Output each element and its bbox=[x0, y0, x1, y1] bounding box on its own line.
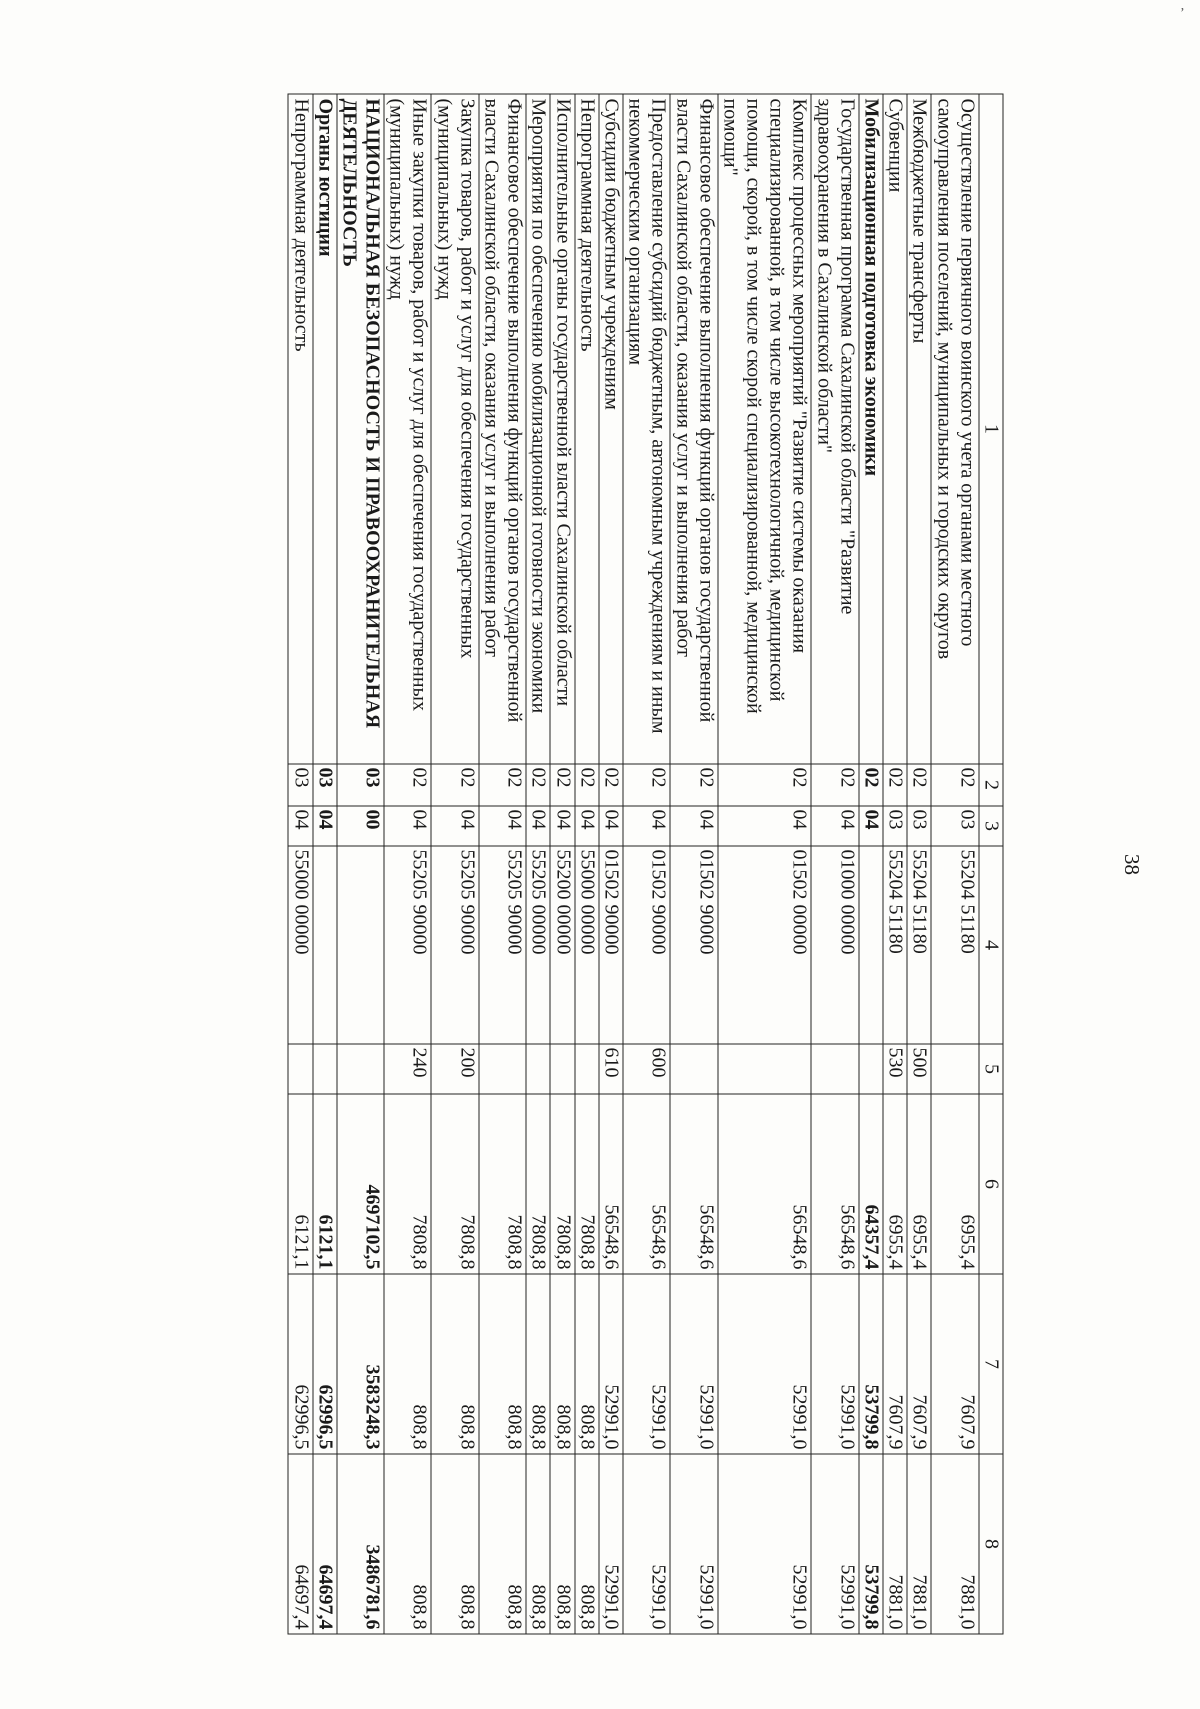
expense-type-cell bbox=[288, 1044, 312, 1094]
row-name-cell: Субвенции bbox=[883, 94, 907, 764]
row-name-cell: Субсидии бюджетным учреждениям bbox=[599, 94, 623, 764]
expense-type-cell: 240 bbox=[384, 1044, 431, 1094]
section-code-cell: 02 bbox=[812, 764, 859, 806]
target-article-cell: 55000 00000 bbox=[288, 846, 312, 1044]
amount-cell: 52991,0 bbox=[670, 1454, 717, 1634]
amount-cell: 808,8 bbox=[575, 1274, 599, 1454]
rotated-table-container bbox=[77, 94, 1004, 1634]
amount-cell: 52991,0 bbox=[599, 1274, 623, 1454]
amount-cell: 808,8 bbox=[550, 1274, 574, 1454]
amount-cell: 6955,4 bbox=[907, 1094, 931, 1274]
section-code-cell: 02 bbox=[432, 764, 479, 806]
amount-cell: 52991,0 bbox=[718, 1454, 812, 1634]
row-name-cell: НАЦИОНАЛЬНАЯ БЕЗОПАСНОСТЬ И ПРАВООХРАНИТЕЛЬНАЯ ДЕЯТЕЛЬНОСТЬ bbox=[337, 94, 384, 764]
subsection-code-cell: 04 bbox=[670, 806, 717, 846]
section-code-cell: 02 bbox=[479, 764, 526, 806]
table-row bbox=[859, 94, 883, 1634]
header-cell: 5 bbox=[979, 1044, 1003, 1094]
amount-cell: 52991,0 bbox=[812, 1454, 859, 1634]
amount-cell: 7808,8 bbox=[575, 1094, 599, 1274]
table-row bbox=[718, 94, 812, 1634]
amount-cell: 56548,6 bbox=[623, 1094, 670, 1274]
target-article-cell bbox=[313, 846, 337, 1044]
section-code-cell: 02 bbox=[859, 764, 883, 806]
section-code-cell: 02 bbox=[526, 764, 550, 806]
table-row bbox=[599, 94, 623, 1634]
target-article-cell: 55205 90000 bbox=[432, 846, 479, 1044]
section-code-cell: 02 bbox=[931, 764, 978, 806]
amount-cell: 7607,9 bbox=[883, 1274, 907, 1454]
target-article-cell: 55205 90000 bbox=[479, 846, 526, 1044]
table-row bbox=[812, 94, 859, 1634]
amount-cell: 52991,0 bbox=[623, 1274, 670, 1454]
table-row bbox=[288, 94, 312, 1634]
target-article-cell: 55204 51180 bbox=[907, 846, 931, 1044]
header-cell: 3 bbox=[979, 806, 1003, 846]
corner-mark: ’ bbox=[1180, 6, 1185, 21]
target-article-cell: 55204 51180 bbox=[931, 846, 978, 1044]
section-code-cell: 02 bbox=[907, 764, 931, 806]
amount-cell: 808,8 bbox=[479, 1274, 526, 1454]
target-article-cell: 55204 51180 bbox=[883, 846, 907, 1044]
subsection-code-cell: 03 bbox=[931, 806, 978, 846]
row-name-cell: Государственная программа Сахалинской области "Развитие здравоохранения в Сахалинской области" bbox=[812, 94, 859, 764]
subsection-code-cell: 03 bbox=[883, 806, 907, 846]
subsection-code-cell: 03 bbox=[907, 806, 931, 846]
amount-cell: 7808,8 bbox=[479, 1094, 526, 1274]
row-name-cell: Комплекс процессных мероприятий "Развитие системы оказания специализированной, в том числе высокотехнологичной, медицинской помощи, скорой, в том числе скорой специализированной, медицинской помощи" bbox=[718, 94, 812, 764]
amount-cell: 4697102,5 bbox=[337, 1094, 384, 1274]
amount-cell: 62996,5 bbox=[313, 1274, 337, 1454]
amount-cell: 56548,6 bbox=[599, 1094, 623, 1274]
row-name-cell: Финансовое обеспечение выполнения функций органов государственной власти Сахалинской области, оказания услуг и выполнения работ bbox=[479, 94, 526, 764]
row-name-cell: Мероприятия по обеспечению мобилизационной готовности экономики bbox=[526, 94, 550, 764]
section-code-cell: 02 bbox=[575, 764, 599, 806]
header-cell: 4 bbox=[979, 846, 1003, 1044]
target-article-cell: 01502 90000 bbox=[623, 846, 670, 1044]
amount-cell: 64697,4 bbox=[288, 1454, 312, 1634]
amount-cell: 53799,8 bbox=[859, 1274, 883, 1454]
subsection-code-cell: 04 bbox=[479, 806, 526, 846]
amount-cell: 6955,4 bbox=[931, 1094, 978, 1274]
table-row bbox=[337, 94, 384, 1634]
row-name-cell: Мобилизационная подготовка экономики bbox=[859, 94, 883, 764]
amount-cell: 7607,9 bbox=[907, 1274, 931, 1454]
table-body bbox=[288, 94, 978, 1634]
amount-cell: 808,8 bbox=[432, 1274, 479, 1454]
amount-cell: 56548,6 bbox=[670, 1094, 717, 1274]
amount-cell: 808,8 bbox=[526, 1454, 550, 1634]
section-code-cell: 02 bbox=[599, 764, 623, 806]
row-name-cell: Непрограммная деятельность bbox=[575, 94, 599, 764]
amount-cell: 52991,0 bbox=[670, 1274, 717, 1454]
amount-cell: 808,8 bbox=[526, 1274, 550, 1454]
expense-type-cell: 610 bbox=[599, 1044, 623, 1094]
expense-type-cell: 200 bbox=[432, 1044, 479, 1094]
subsection-code-cell: 04 bbox=[859, 806, 883, 846]
amount-cell: 808,8 bbox=[384, 1454, 431, 1634]
subsection-code-cell: 04 bbox=[599, 806, 623, 846]
expense-type-cell bbox=[575, 1044, 599, 1094]
amount-cell: 3583248,3 bbox=[337, 1274, 384, 1454]
target-article-cell: 55205 90000 bbox=[384, 846, 431, 1044]
expense-type-cell: 530 bbox=[883, 1044, 907, 1094]
table-row bbox=[550, 94, 574, 1634]
table-row bbox=[883, 94, 907, 1634]
amount-cell: 808,8 bbox=[384, 1274, 431, 1454]
expense-type-cell bbox=[550, 1044, 574, 1094]
target-article-cell: 55000 00000 bbox=[575, 846, 599, 1044]
subsection-code-cell: 04 bbox=[550, 806, 574, 846]
expense-type-cell bbox=[812, 1044, 859, 1094]
amount-cell: 7808,8 bbox=[550, 1094, 574, 1274]
target-article-cell: 55200 00000 bbox=[550, 846, 574, 1044]
amount-cell: 7881,0 bbox=[907, 1454, 931, 1634]
amount-cell: 53799,8 bbox=[859, 1454, 883, 1634]
row-name-cell: Органы юстиции bbox=[313, 94, 337, 764]
amount-cell: 3486781,6 bbox=[337, 1454, 384, 1634]
header-cell: 2 bbox=[979, 764, 1003, 806]
table-row bbox=[526, 94, 550, 1634]
row-name-cell: Межбюджетные трансферты bbox=[907, 94, 931, 764]
section-code-cell: 03 bbox=[288, 764, 312, 806]
amount-cell: 808,8 bbox=[479, 1454, 526, 1634]
header-cell: 6 bbox=[979, 1094, 1003, 1274]
subsection-code-cell: 04 bbox=[313, 806, 337, 846]
subsection-code-cell: 04 bbox=[575, 806, 599, 846]
amount-cell: 6955,4 bbox=[883, 1094, 907, 1274]
amount-cell: 56548,6 bbox=[718, 1094, 812, 1274]
amount-cell: 7808,8 bbox=[384, 1094, 431, 1274]
table-row bbox=[907, 94, 931, 1634]
subsection-code-cell: 00 bbox=[337, 806, 384, 846]
section-code-cell: 02 bbox=[623, 764, 670, 806]
amount-cell: 808,8 bbox=[575, 1454, 599, 1634]
target-article-cell: 01000 00000 bbox=[812, 846, 859, 1044]
amount-cell: 7808,8 bbox=[526, 1094, 550, 1274]
amount-cell: 52991,0 bbox=[599, 1454, 623, 1634]
expense-type-cell bbox=[931, 1044, 978, 1094]
subsection-code-cell: 04 bbox=[718, 806, 812, 846]
amount-cell: 64697,4 bbox=[313, 1454, 337, 1634]
expense-type-cell: 500 bbox=[907, 1044, 931, 1094]
amount-cell: 7881,0 bbox=[883, 1454, 907, 1634]
expense-type-cell bbox=[526, 1044, 550, 1094]
subsection-code-cell: 04 bbox=[526, 806, 550, 846]
subsection-code-cell: 04 bbox=[432, 806, 479, 846]
amount-cell: 7607,9 bbox=[931, 1274, 978, 1454]
amount-cell: 6121,1 bbox=[313, 1094, 337, 1274]
expense-type-cell: 600 bbox=[623, 1044, 670, 1094]
amount-cell: 62996,5 bbox=[288, 1274, 312, 1454]
page-number: 38 bbox=[1120, 854, 1144, 875]
row-name-cell: Осуществление первичного воинского учета органами местного самоуправления поселений, муниципальных и городских округов bbox=[931, 94, 978, 764]
subsection-code-cell: 04 bbox=[623, 806, 670, 846]
section-code-cell: 02 bbox=[384, 764, 431, 806]
section-code-cell: 02 bbox=[550, 764, 574, 806]
table-row bbox=[623, 94, 670, 1634]
expense-type-cell bbox=[859, 1044, 883, 1094]
table-row bbox=[931, 94, 978, 1634]
table-row bbox=[313, 94, 337, 1634]
row-name-cell: Финансовое обеспечение выполнения функций органов государственной власти Сахалинской области, оказания услуг и выполнения работ bbox=[670, 94, 717, 764]
target-article-cell bbox=[859, 846, 883, 1044]
target-article-cell: 01502 90000 bbox=[670, 846, 717, 1044]
amount-cell: 808,8 bbox=[550, 1454, 574, 1634]
amount-cell: 56548,6 bbox=[812, 1094, 859, 1274]
table-row bbox=[575, 94, 599, 1634]
budget-table bbox=[288, 94, 1004, 1635]
section-code-cell: 02 bbox=[670, 764, 717, 806]
amount-cell: 6121,1 bbox=[288, 1094, 312, 1274]
target-article-cell bbox=[337, 846, 384, 1044]
table-row bbox=[384, 94, 431, 1634]
expense-type-cell bbox=[337, 1044, 384, 1094]
amount-cell: 52991,0 bbox=[718, 1274, 812, 1454]
table-row bbox=[670, 94, 717, 1634]
expense-type-cell bbox=[670, 1044, 717, 1094]
subsection-code-cell: 04 bbox=[288, 806, 312, 846]
header-cell: 7 bbox=[979, 1274, 1003, 1454]
header-cell: 1 bbox=[979, 94, 1003, 764]
target-article-cell: 01502 90000 bbox=[599, 846, 623, 1044]
section-code-cell: 03 bbox=[337, 764, 384, 806]
expense-type-cell bbox=[718, 1044, 812, 1094]
header-cell: 8 bbox=[979, 1454, 1003, 1634]
amount-cell: 808,8 bbox=[432, 1454, 479, 1634]
section-code-cell: 03 bbox=[313, 764, 337, 806]
row-name-cell: Исполнительные органы государственной власти Сахалинской области bbox=[550, 94, 574, 764]
section-code-cell: 02 bbox=[718, 764, 812, 806]
amount-cell: 52991,0 bbox=[812, 1274, 859, 1454]
expense-type-cell bbox=[479, 1044, 526, 1094]
amount-cell: 7881,0 bbox=[931, 1454, 978, 1634]
expense-type-cell bbox=[313, 1044, 337, 1094]
row-name-cell: Закупка товаров, работ и услуг для обеспечения государственных (муниципальных) нужд bbox=[432, 94, 479, 764]
target-article-cell: 01502 00000 bbox=[718, 846, 812, 1044]
table-row bbox=[432, 94, 479, 1634]
subsection-code-cell: 04 bbox=[384, 806, 431, 846]
amount-cell: 64357,4 bbox=[859, 1094, 883, 1274]
row-name-cell: Непрограммная деятельность bbox=[288, 94, 312, 764]
section-code-cell: 02 bbox=[883, 764, 907, 806]
subsection-code-cell: 04 bbox=[812, 806, 859, 846]
target-article-cell: 55205 00000 bbox=[526, 846, 550, 1044]
header-row bbox=[979, 94, 1003, 1634]
row-name-cell: Предоставление субсидий бюджетным, автономным учреждениям и иным некоммерческим организациям bbox=[623, 94, 670, 764]
table-row bbox=[479, 94, 526, 1634]
amount-cell: 7808,8 bbox=[432, 1094, 479, 1274]
amount-cell: 52991,0 bbox=[623, 1454, 670, 1634]
row-name-cell: Иные закупки товаров, работ и услуг для обеспечения государственных (муниципальных) нужд bbox=[384, 94, 431, 764]
